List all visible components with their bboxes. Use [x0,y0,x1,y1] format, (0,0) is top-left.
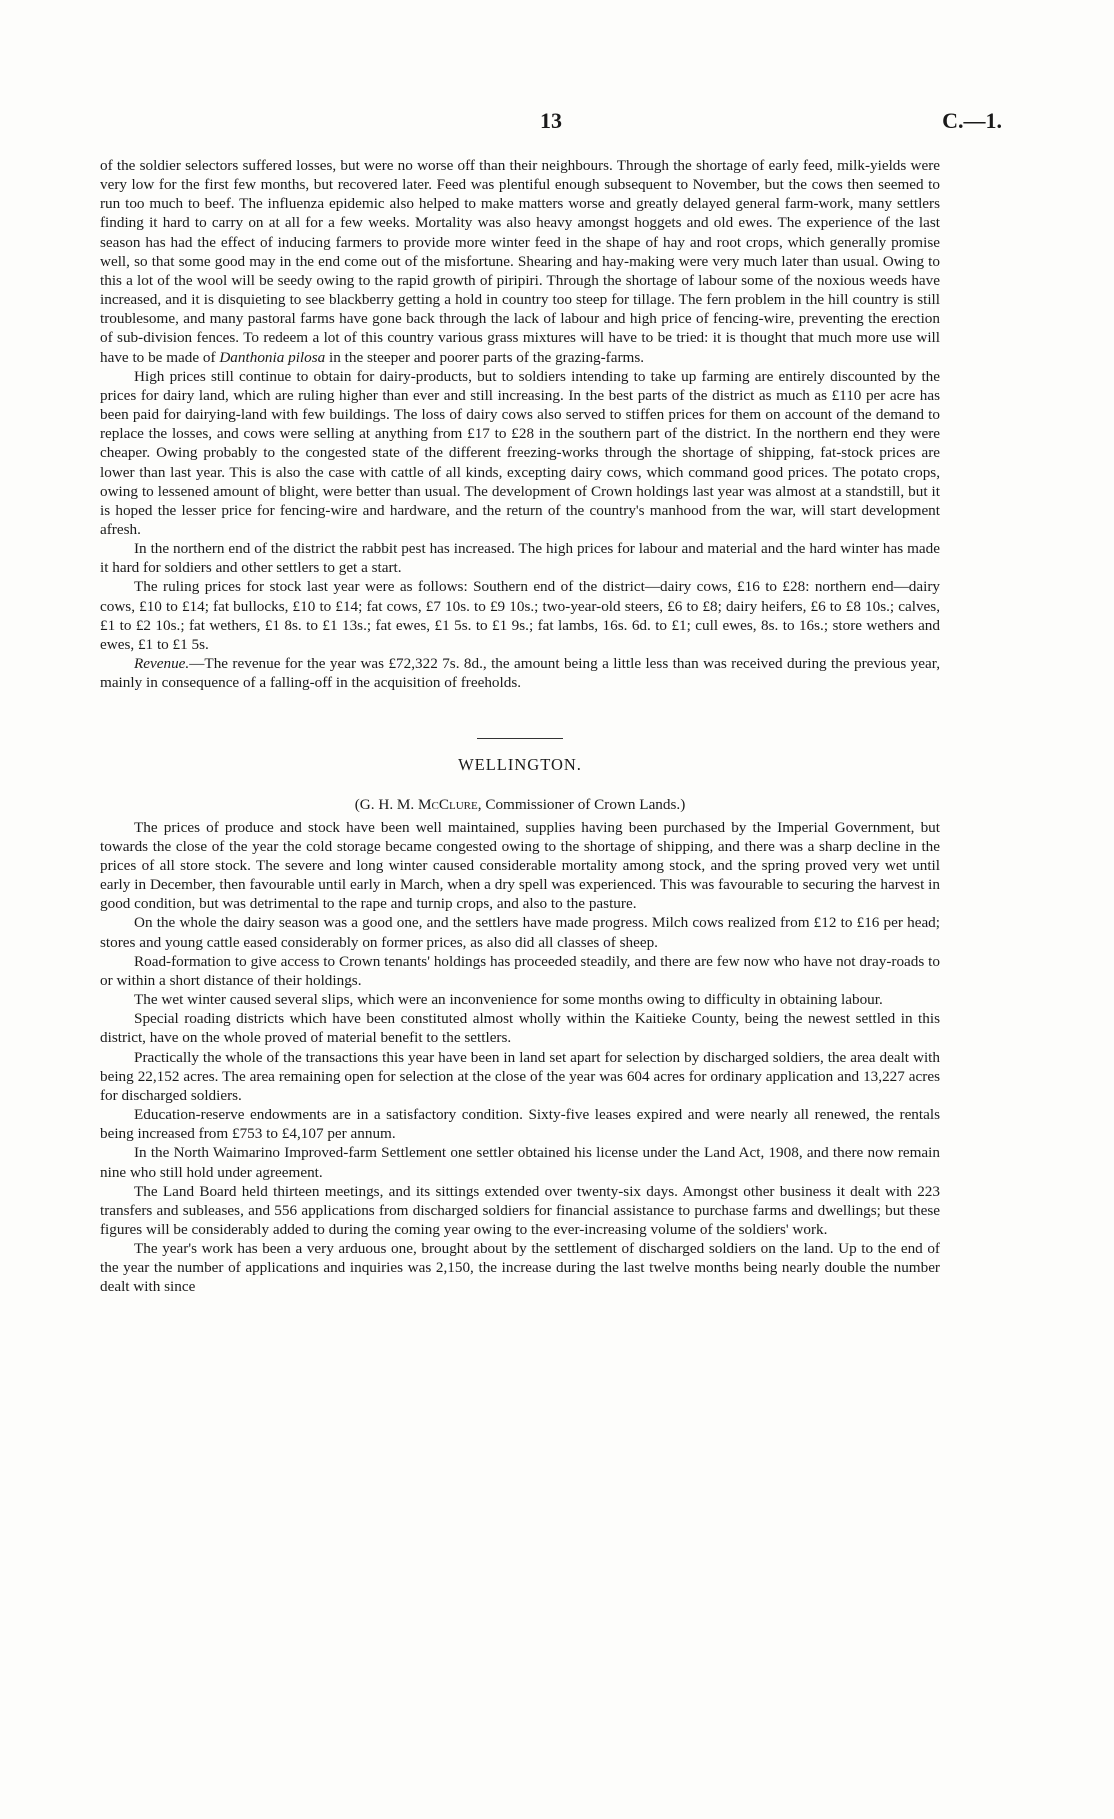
commissioner-byline: (G. H. M. McClure, Commissioner of Crown Lands.) [354,795,686,813]
paragraph-dairy-prices: High prices still continue to obtain for dairy-products, but to soldiers intending to take up farming are entirely discounted by the prices for dairy land, which are ruling higher than ever and still increasing. In the best parts of the district as much as £110 per acre has been paid for dairying-land with few buildings. The loss of dairy cows also served to stiffen prices for them on account of the demand to replace the losses, and cows were selling at anything from £17 to £28 in the southern part of the district. In the northern end they were cheaper. Owing probably to the congested state of the different freezing-works through the shortage of shipping, fat-stock prices are lower than last year. This is also the case with cattle of all kinds, excepting dairy cows, which command good prices. The potato crops, owing to lessened amount of blight, were better than usual. The development of Crown holdings last year was almost at a standstill, but it is hoped the lesser price for fencing-wire and hardware, and the return of the country's manhood from the war, will start development afresh. [100,367,940,538]
paragraph-education-reserves: Education-reserve endowments are in a satisfactory condition. Sixty-five leases expired and were nearly all renewed, the rentals being increased from £753 to £4,107 per annum. [100,1106,940,1143]
paragraph-produce-prices: The prices of produce and stock have been well maintained, supplies having been purchased by the Imperial Government, but towards the close of the year the cold storage became congested owing to the shortage of shipping, and there was a sharp decline in the prices of all store stock. The severe and long winter caused considerable mortality among stock, and the spring proved very wet until early in December, then favourable until early in March, when a dry spell was experienced. This was favourable to securing the harvest in good condition, but was detrimental to the rape and turnip crops, and also to the pasture. [100,818,940,913]
species-name: Danthonia pilosa [219,348,326,366]
commissioner-name: McClure [418,795,478,813]
paragraph-rabbit-pest: In the northern end of the district the rabbit pest has increased. The high prices for labour and material and the hard winter has made it hard for soldiers and other settlers to get a start. [100,540,940,577]
paragraph-road-formation: Road-formation to give access to Crown tenants' holdings has proceeded steadily, and there are few now who have not dray-roads to or within a short distance of their holdings. [100,952,940,989]
paragraph-revenue: Revenue.—The revenue for the year was £72,322 7s. 8d., the amount being a little less than was received during the previous year, mainly in consequence of a falling-off in the acquisition of freeholds. [100,655,940,692]
paragraph-dairy-season: On the whole the dairy season was a good one, and the settlers have made progress. Milch cows realized from £12 to £16 per head; stores and young cattle eased considerably on former prices, as also did all classes of sheep. [100,914,940,951]
paragraph-roading-districts: Special roading districts which have been constituted almost wholly within the Kaitieke County, being the newest settled in this district, have on the whole proved of material benefit to the settlers. [100,1010,940,1047]
paragraph-stock-prices: The ruling prices for stock last year were as follows: Southern end of the district—dairy cows, £16 to £28: northern end—dairy cows, £10 to £14; fat bullocks, £10 to £14; fat cows, £7 10s. to £9 10s.; two-year-old steers, £6 to £8; dairy heifers, £6 to £8 10s.; calves, £1 to £2 10s.; fat wethers, £1 8s. to £1 13s.; fat ewes, £1 5s. to £1 9s.; fat lambs, 16s. 6d. to £1; cull ewes, 8s. to 16s.; store wethers and ewes, £1 to £1 5s. [100,578,940,653]
paragraph-transactions: Practically the whole of the transactions this year have been in land set apart for selection by discharged soldiers, the area dealt with being 22,152 acres. The area remaining open for selection at the close of the year was 604 acres for ordinary application and 13,227 acres for discharged soldiers. [100,1048,940,1104]
paragraph-soldier-selectors: of the soldier selectors suffered losses, but were no worse off than their neighbours. Through the shortage of early feed, milk-yields were very low for the first few months, but recovered later. Feed was plentiful enough subsequent to November, but the cows then seemed to run too much to beef. The influenza epidemic also helped to make matters worse and greatly delayed general farm-work, many settlers finding it hard to carry on at all for a few weeks. Mortality was also heavy amongst hoggets and old ewes. The experience of the last season has had the effect of inducing farmers to provide more winter feed in the shape of hay and root crops, which generally promise well, so that some good may in the end come out of the misfortune. Shearing and hay-making were very much later than usual. Owing to this a lot of the wool will be seedy owing to the rapid growth of piripiri. Through the shortage of labour some of the noxious weeds have increased, and it is disquieting to see blackberry getting a hold in country too steep for tillage. The fern problem in the hill country is still troublesome, and many pastoral farms have gone back through the lack of labour and high price of fencing-wire, preventing the erection of sub-division fences. To redeem a lot of this country various grass mixtures will have to be tried: it is thought that much more use will have to be made of Danthonia pilosa in the steeper and poorer parts of the grazing-farms. [100,157,940,366]
paragraph-years-work: The year's work has been a very arduous one, brought about by the settlement of discharged soldiers on the land. Up to the end of the year the number of applications and inquiries was 2,150, the increase during the last twelve months being nearly double the number dealt with since [100,1240,940,1296]
page-header [100,108,1002,138]
paragraph-wet-winter: The wet winter caused several slips, which were an inconvenience for some months owing to difficulty in obtaining labour. [134,991,883,1009]
document-code: C.—1. [942,108,1002,133]
paragraph-land-board: The Land Board held thirteen meetings, and its sittings extended over twenty-six days. Amongst other business it dealt with 223 transfers and subleases, and 556 applications from discharged soldiers for financial assistance to purchase farms and dwellings; but these figures will be considerably added to during the coming year owing to the ever-increasing volume of the soldiers' work. [100,1182,940,1238]
section-title: WELLINGTON. [458,755,582,775]
page-number: 13 [540,108,562,133]
revenue-label: Revenue. [134,655,190,673]
paragraph-waimarino-settlement: In the North Waimarino Improved-farm Settlement one settler obtained his license under the Land Act, 1908, and there now remain nine who still hold under agreement. [100,1144,940,1181]
section-divider [477,738,563,739]
body-text [100,156,940,1297]
